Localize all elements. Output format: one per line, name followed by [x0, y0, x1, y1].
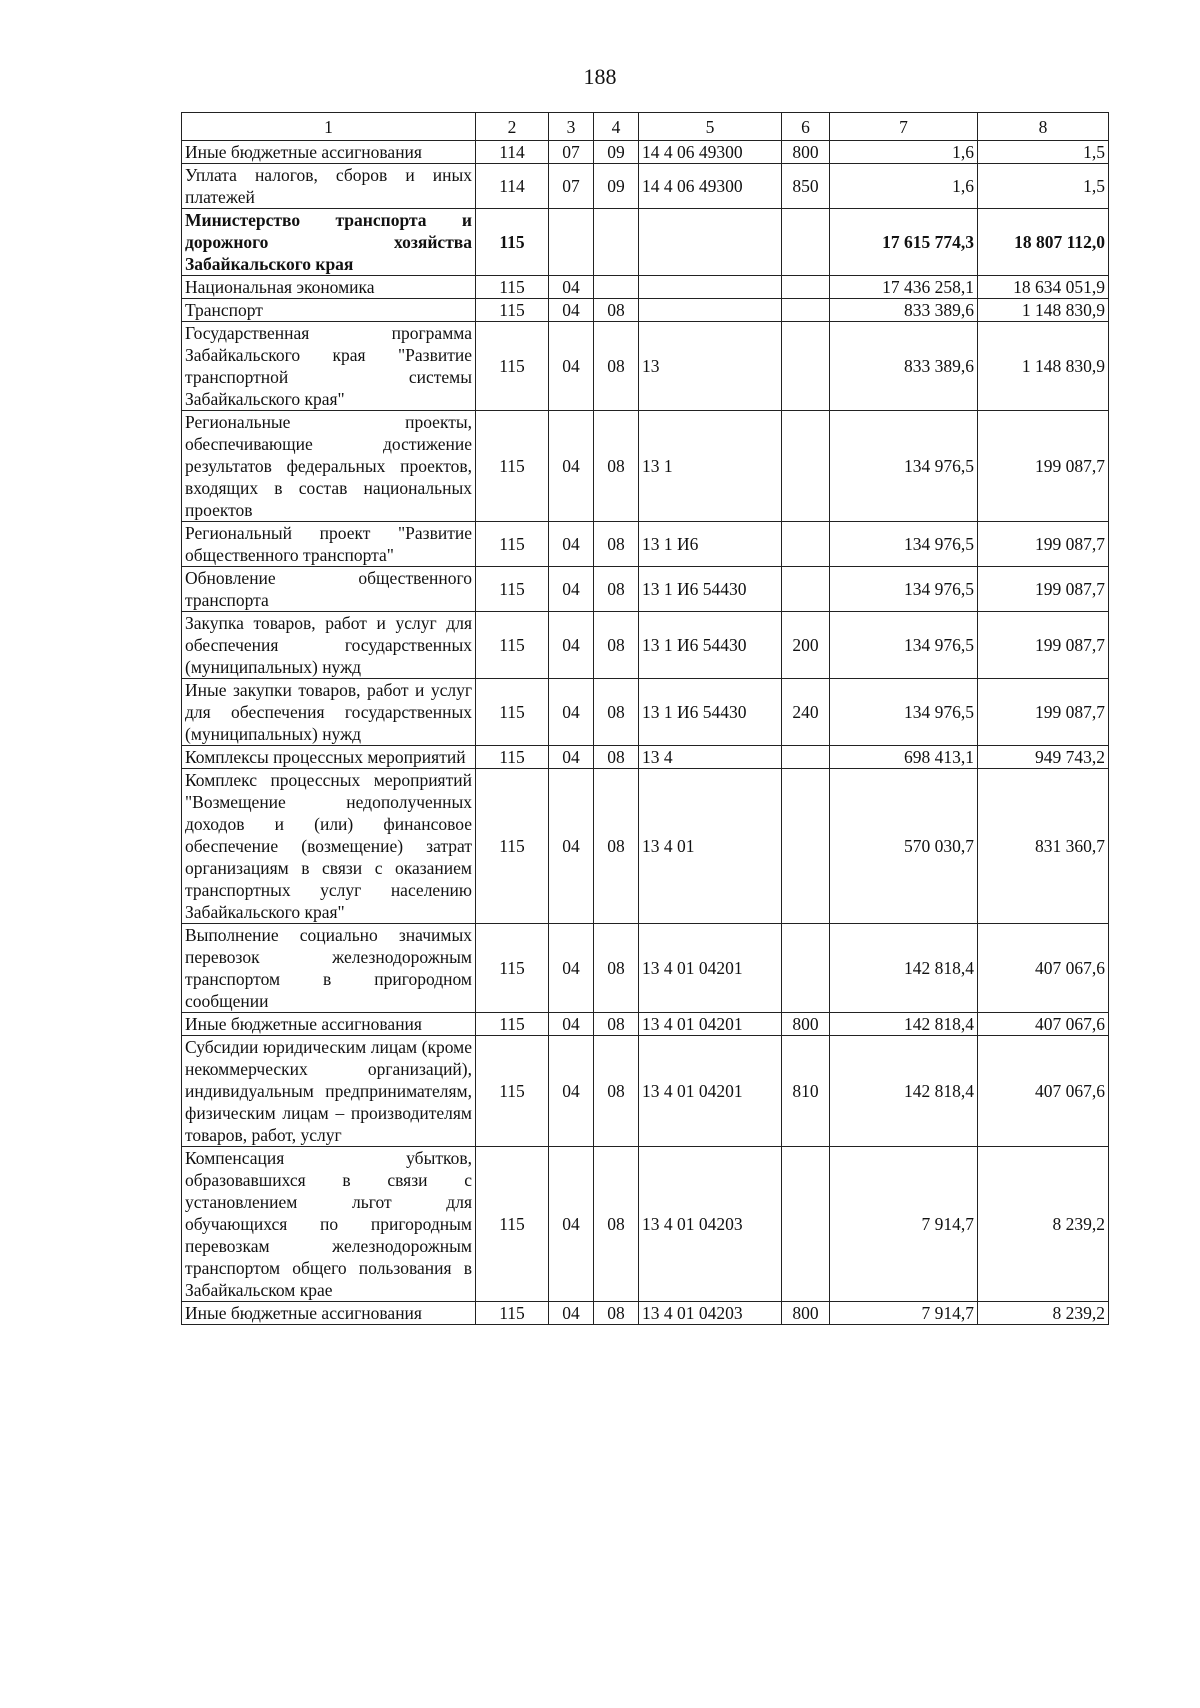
- amount-year2-cell: 949 743,2: [978, 746, 1109, 769]
- table-row: [182, 164, 1109, 209]
- amount-year2-cell: 407 067,6: [978, 1036, 1109, 1147]
- subsection-cell: 08: [594, 1013, 639, 1036]
- expense-type-cell: 800: [782, 1013, 830, 1036]
- column-header: 8: [978, 113, 1109, 141]
- amount-year2-cell: 18 634 051,9: [978, 276, 1109, 299]
- table-row: [182, 209, 1109, 276]
- amount-year1-cell: 17 615 774,3: [830, 209, 978, 276]
- page-number: 188: [583, 64, 617, 89]
- subsection-cell: [594, 209, 639, 276]
- gr-code-cell: 114: [476, 141, 549, 164]
- section-cell: 04: [549, 746, 594, 769]
- gr-code-cell: 115: [476, 522, 549, 567]
- gr-code-cell: 115: [476, 1013, 549, 1036]
- subsection-cell: 08: [594, 411, 639, 522]
- expense-type-cell: 800: [782, 141, 830, 164]
- expense-type-cell: [782, 769, 830, 924]
- row-name-cell: Иные бюджетные ассигнования: [182, 1302, 476, 1325]
- amount-year1-cell: 134 976,5: [830, 612, 978, 679]
- amount-year1-cell: 134 976,5: [830, 522, 978, 567]
- gr-code-cell: 115: [476, 612, 549, 679]
- header-row: [182, 113, 1109, 141]
- expense-type-cell: [782, 924, 830, 1013]
- amount-year2-cell: 18 807 112,0: [978, 209, 1109, 276]
- gr-code-cell: 115: [476, 1302, 549, 1325]
- subsection-cell: 08: [594, 612, 639, 679]
- subsection-cell: 08: [594, 322, 639, 411]
- column-header: 6: [782, 113, 830, 141]
- subsection-cell: 08: [594, 299, 639, 322]
- amount-year2-cell: 407 067,6: [978, 1013, 1109, 1036]
- table-body: [182, 141, 1109, 1325]
- row-name-cell: Региональные проекты, обеспечивающие достижение результатов федеральных проектов, входящих в состав национальных проектов: [182, 411, 476, 522]
- section-cell: 04: [549, 1013, 594, 1036]
- row-name-cell: Национальная экономика: [182, 276, 476, 299]
- row-name-cell: Компенсация убытков, образовавшихся в связи с установлением льгот для обучающихся по пригородным перевозкам железнодорожным транспортом общего пользования в Забайкальском крае: [182, 1147, 476, 1302]
- gr-code-cell: 115: [476, 567, 549, 612]
- row-name-cell: Государственная программа Забайкальского края "Развитие транспортной системы Забайкальского края": [182, 322, 476, 411]
- expense-type-cell: [782, 746, 830, 769]
- row-name-cell: Уплата налогов, сборов и иных платежей: [182, 164, 476, 209]
- table-row: [182, 411, 1109, 522]
- target-article-cell: 13 4 01 04203: [639, 1302, 782, 1325]
- amount-year2-cell: 1,5: [978, 164, 1109, 209]
- row-name-cell: Министерство транспорта и дорожного хозяйства Забайкальского края: [182, 209, 476, 276]
- table-row: [182, 276, 1109, 299]
- amount-year2-cell: 199 087,7: [978, 612, 1109, 679]
- amount-year2-cell: 1 148 830,9: [978, 322, 1109, 411]
- section-cell: [549, 209, 594, 276]
- amount-year1-cell: 1,6: [830, 141, 978, 164]
- target-article-cell: 13 4 01 04201: [639, 1036, 782, 1147]
- table-row: [182, 1036, 1109, 1147]
- subsection-cell: 08: [594, 567, 639, 612]
- target-article-cell: 13 4 01 04201: [639, 924, 782, 1013]
- gr-code-cell: 114: [476, 164, 549, 209]
- gr-code-cell: 115: [476, 679, 549, 746]
- gr-code-cell: 115: [476, 276, 549, 299]
- target-article-cell: [639, 209, 782, 276]
- row-name-cell: Иные бюджетные ассигнования: [182, 1013, 476, 1036]
- amount-year1-cell: 570 030,7: [830, 769, 978, 924]
- amount-year1-cell: 7 914,7: [830, 1302, 978, 1325]
- amount-year2-cell: 831 360,7: [978, 769, 1109, 924]
- subsection-cell: [594, 276, 639, 299]
- subsection-cell: 08: [594, 679, 639, 746]
- amount-year1-cell: 833 389,6: [830, 322, 978, 411]
- target-article-cell: 13 1 И6 54430: [639, 567, 782, 612]
- subsection-cell: 08: [594, 769, 639, 924]
- target-article-cell: 14 4 06 49300: [639, 141, 782, 164]
- table-row: [182, 746, 1109, 769]
- subsection-cell: 08: [594, 1147, 639, 1302]
- amount-year1-cell: 142 818,4: [830, 924, 978, 1013]
- expense-type-cell: [782, 567, 830, 612]
- column-header: 3: [549, 113, 594, 141]
- section-cell: 07: [549, 164, 594, 209]
- row-name-cell: Субсидии юридическим лицам (кроме некоммерческих организаций), индивидуальным предпринимателям, физическим лицам – производителям товаров, работ, услуг: [182, 1036, 476, 1147]
- section-cell: 04: [549, 299, 594, 322]
- section-cell: 04: [549, 276, 594, 299]
- section-cell: 07: [549, 141, 594, 164]
- target-article-cell: 13 4 01: [639, 769, 782, 924]
- subsection-cell: 08: [594, 746, 639, 769]
- amount-year2-cell: 199 087,7: [978, 411, 1109, 522]
- section-cell: 04: [549, 924, 594, 1013]
- table-row: [182, 924, 1109, 1013]
- section-cell: 04: [549, 411, 594, 522]
- row-name-cell: Закупка товаров, работ и услуг для обеспечения государственных (муниципальных) нужд: [182, 612, 476, 679]
- section-cell: 04: [549, 1147, 594, 1302]
- amount-year2-cell: 199 087,7: [978, 567, 1109, 612]
- row-name-cell: Комплекс процессных мероприятий "Возмещение недополученных доходов и (или) финансовое обеспечение (возмещение) затрат организациям в связи с оказанием транспортных услуг населению Забайкальского края": [182, 769, 476, 924]
- expense-type-cell: [782, 209, 830, 276]
- target-article-cell: 13 1: [639, 411, 782, 522]
- subsection-cell: 08: [594, 924, 639, 1013]
- subsection-cell: 08: [594, 1036, 639, 1147]
- amount-year1-cell: 142 818,4: [830, 1036, 978, 1147]
- amount-year1-cell: 17 436 258,1: [830, 276, 978, 299]
- expense-type-cell: 800: [782, 1302, 830, 1325]
- expense-type-cell: [782, 522, 830, 567]
- section-cell: 04: [549, 1036, 594, 1147]
- row-name-cell: Иные закупки товаров, работ и услуг для обеспечения государственных (муниципальных) нужд: [182, 679, 476, 746]
- target-article-cell: 14 4 06 49300: [639, 164, 782, 209]
- row-name-cell: Обновление общественного транспорта: [182, 567, 476, 612]
- gr-code-cell: 115: [476, 924, 549, 1013]
- expense-type-cell: [782, 276, 830, 299]
- amount-year1-cell: 833 389,6: [830, 299, 978, 322]
- amount-year1-cell: 1,6: [830, 164, 978, 209]
- row-name-cell: Выполнение социально значимых перевозок железнодорожным транспортом в пригородном сообщении: [182, 924, 476, 1013]
- gr-code-cell: 115: [476, 1147, 549, 1302]
- budget-table: [181, 112, 1109, 1325]
- column-header: 7: [830, 113, 978, 141]
- section-cell: 04: [549, 769, 594, 924]
- table-row: [182, 322, 1109, 411]
- target-article-cell: 13 1 И6: [639, 522, 782, 567]
- target-article-cell: 13: [639, 322, 782, 411]
- section-cell: 04: [549, 522, 594, 567]
- table-row: [182, 1147, 1109, 1302]
- amount-year2-cell: 1,5: [978, 141, 1109, 164]
- target-article-cell: 13 4: [639, 746, 782, 769]
- table-row: [182, 567, 1109, 612]
- section-cell: 04: [549, 679, 594, 746]
- row-name-cell: Иные бюджетные ассигнования: [182, 141, 476, 164]
- amount-year1-cell: 134 976,5: [830, 567, 978, 612]
- table-row: [182, 1013, 1109, 1036]
- amount-year1-cell: 134 976,5: [830, 411, 978, 522]
- table-row: [182, 679, 1109, 746]
- expense-type-cell: [782, 299, 830, 322]
- gr-code-cell: 115: [476, 1036, 549, 1147]
- table-row: [182, 141, 1109, 164]
- subsection-cell: 08: [594, 1302, 639, 1325]
- amount-year1-cell: 134 976,5: [830, 679, 978, 746]
- amount-year2-cell: 199 087,7: [978, 679, 1109, 746]
- expense-type-cell: 810: [782, 1036, 830, 1147]
- row-name-cell: Региональный проект "Развитие общественного транспорта": [182, 522, 476, 567]
- amount-year2-cell: 199 087,7: [978, 522, 1109, 567]
- expense-type-cell: 850: [782, 164, 830, 209]
- expense-type-cell: [782, 411, 830, 522]
- amount-year2-cell: 407 067,6: [978, 924, 1109, 1013]
- expense-type-cell: 240: [782, 679, 830, 746]
- target-article-cell: 13 4 01 04201: [639, 1013, 782, 1036]
- subsection-cell: 09: [594, 164, 639, 209]
- table-row: [182, 522, 1109, 567]
- table-row: [182, 1302, 1109, 1325]
- gr-code-cell: 115: [476, 322, 549, 411]
- table-row: [182, 769, 1109, 924]
- section-cell: 04: [549, 1302, 594, 1325]
- gr-code-cell: 115: [476, 209, 549, 276]
- row-name-cell: Транспорт: [182, 299, 476, 322]
- column-header: 1: [182, 113, 476, 141]
- column-header: 2: [476, 113, 549, 141]
- target-article-cell: 13 1 И6 54430: [639, 612, 782, 679]
- gr-code-cell: 115: [476, 411, 549, 522]
- expense-type-cell: 200: [782, 612, 830, 679]
- section-cell: 04: [549, 567, 594, 612]
- subsection-cell: 09: [594, 141, 639, 164]
- target-article-cell: [639, 299, 782, 322]
- amount-year1-cell: 142 818,4: [830, 1013, 978, 1036]
- amount-year2-cell: 8 239,2: [978, 1302, 1109, 1325]
- expense-type-cell: [782, 322, 830, 411]
- gr-code-cell: 115: [476, 746, 549, 769]
- amount-year2-cell: 8 239,2: [978, 1147, 1109, 1302]
- target-article-cell: 13 1 И6 54430: [639, 679, 782, 746]
- column-header: 4: [594, 113, 639, 141]
- amount-year2-cell: 1 148 830,9: [978, 299, 1109, 322]
- amount-year1-cell: 698 413,1: [830, 746, 978, 769]
- target-article-cell: 13 4 01 04203: [639, 1147, 782, 1302]
- table-row: [182, 612, 1109, 679]
- gr-code-cell: 115: [476, 769, 549, 924]
- amount-year1-cell: 7 914,7: [830, 1147, 978, 1302]
- gr-code-cell: 115: [476, 299, 549, 322]
- subsection-cell: 08: [594, 522, 639, 567]
- row-name-cell: Комплексы процессных мероприятий: [182, 746, 476, 769]
- target-article-cell: [639, 276, 782, 299]
- table-row: [182, 299, 1109, 322]
- section-cell: 04: [549, 612, 594, 679]
- expense-type-cell: [782, 1147, 830, 1302]
- section-cell: 04: [549, 322, 594, 411]
- column-header: 5: [639, 113, 782, 141]
